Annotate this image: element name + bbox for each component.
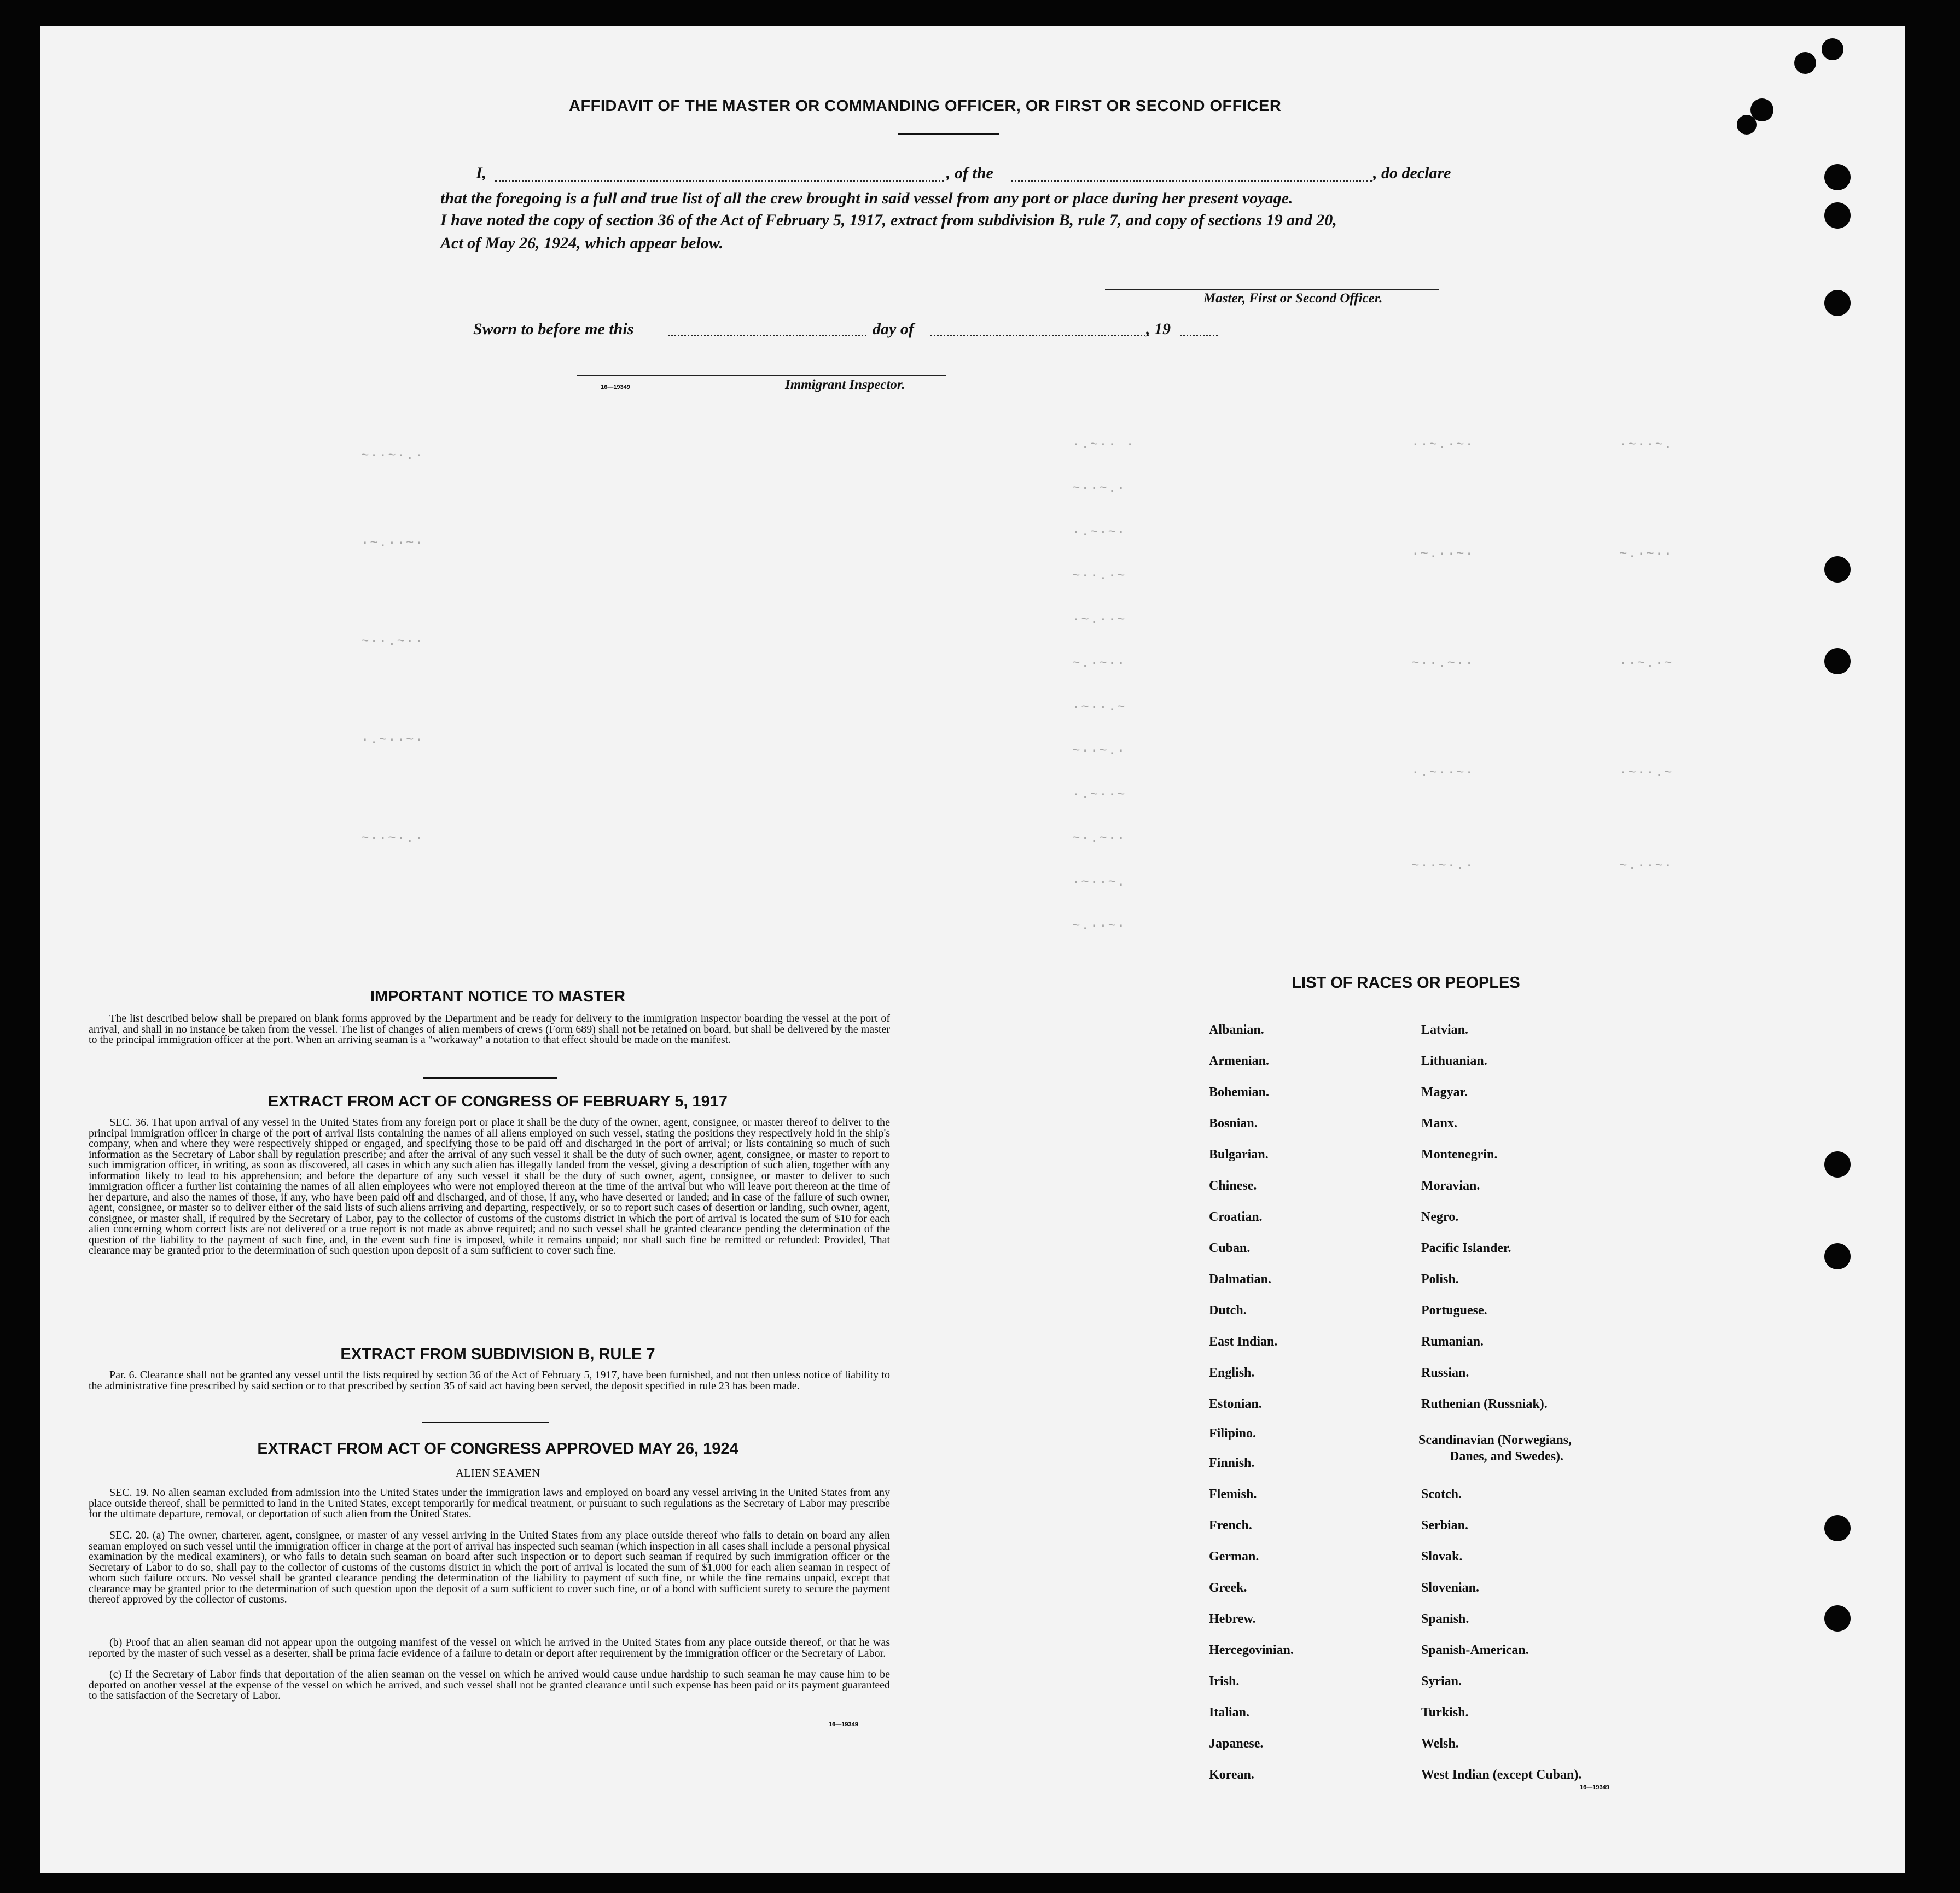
bleed-through-mark: ~··.·~ bbox=[1072, 569, 1126, 584]
race-item: Latvian. bbox=[1421, 1023, 1469, 1037]
bleed-through-mark: ·~··.~ bbox=[1072, 700, 1126, 715]
affidavit-line2: I have noted the copy of section 36 of the Act of February 5, 1917, extract from subdivision B, rule 7, and copy of sections 19 and 20, bbox=[440, 211, 1337, 229]
affidavit-do-declare: , do declare bbox=[1373, 164, 1451, 182]
bleed-through-mark: ~·.~·· bbox=[1072, 831, 1126, 846]
sworn-day-blank[interactable] bbox=[668, 335, 866, 336]
race-item: Hebrew. bbox=[1209, 1612, 1256, 1626]
race-item: Spanish. bbox=[1421, 1612, 1469, 1626]
race-item: Dalmatian. bbox=[1209, 1272, 1271, 1286]
race-item: Greek. bbox=[1209, 1581, 1247, 1595]
bleed-through-mark: ·.~··~· bbox=[361, 733, 424, 748]
bleed-through-mark: ··~.·~· bbox=[1411, 438, 1474, 452]
notice-title: IMPORTANT NOTICE TO MASTER bbox=[370, 988, 626, 1005]
race-item: East Indian. bbox=[1209, 1335, 1278, 1349]
punch-hole bbox=[1824, 648, 1851, 674]
bleed-through-mark: ·~··~. bbox=[1619, 438, 1673, 452]
year-blank[interactable] bbox=[1180, 335, 1218, 336]
race-item: Manx. bbox=[1421, 1116, 1457, 1131]
race-item: Syrian. bbox=[1421, 1674, 1462, 1688]
notice-text: The list described below shall be prepared on blank forms approved by the Department and be ready for delivery to the immigration inspector boarding the vessel at the port of arrival, and shall in no instance be taken from the vessel. The list of changes of alien members of crews (Form 689) shall not be retained on board, but shall be delivered by the master to the principal immigration officer at the port. When an arriving seaman is a "workaway" a notation to that effect should be made on the manifest. bbox=[89, 1012, 890, 1046]
race-item: Polish. bbox=[1421, 1272, 1459, 1286]
inspector-signature-line[interactable] bbox=[577, 375, 946, 376]
race-item: Irish. bbox=[1209, 1674, 1240, 1688]
bleed-through-mark: ~··.~·· bbox=[1411, 656, 1474, 671]
act1924-sec20c: (c) If the Secretary of Labor finds that deportation of the alien seaman on the vessel on which he arrived would cause undue hardship to such seaman he may cause him to be deported on another vessel at the expense of the vessel on which he arrived, and such vessel shall not be granted clearance until such expense has been paid or its payment guaranteed to the satisfaction of the Secretary of Labor. bbox=[89, 1668, 890, 1702]
affidavit-of-the: , of the bbox=[946, 164, 993, 182]
affidavit-line3: Act of May 26, 1924, which appear below. bbox=[440, 234, 724, 252]
race-item: Serbian. bbox=[1421, 1518, 1469, 1533]
bleed-through-mark: ~.·~·· bbox=[1619, 547, 1673, 562]
bleed-through-mark: ·~.··~ bbox=[1072, 613, 1126, 627]
bleed-through-mark: ·~··~. bbox=[1072, 875, 1126, 890]
bleed-through-mark: ~··~·.· bbox=[361, 831, 424, 846]
race-item: Albanian. bbox=[1209, 1023, 1264, 1037]
bleed-through-mark: ·.~·~· bbox=[1072, 525, 1126, 540]
bleed-through-mark: ·~··.~ bbox=[1619, 766, 1673, 781]
punch-hole bbox=[1824, 290, 1851, 316]
punch-hole bbox=[1824, 202, 1851, 229]
bleed-through-mark: ~··~·.· bbox=[1411, 859, 1474, 873]
bleed-through-mark: ~.··~· bbox=[1619, 859, 1673, 873]
form-number-top: 16—19349 bbox=[601, 384, 630, 391]
race-item: Filipino. bbox=[1209, 1426, 1257, 1441]
bleed-through-mark: ~··.~·· bbox=[361, 634, 424, 649]
race-item: German. bbox=[1209, 1550, 1259, 1564]
race-item: Scotch. bbox=[1421, 1487, 1462, 1501]
race-item: Hercegovinian. bbox=[1209, 1643, 1294, 1657]
sworn-text: Sworn to before me this bbox=[473, 320, 634, 338]
form-number-left: 16—19349 bbox=[829, 1721, 858, 1728]
race-item: Slovak. bbox=[1421, 1550, 1463, 1564]
race-item: Korean. bbox=[1209, 1768, 1254, 1782]
section-rule bbox=[422, 1422, 549, 1423]
punch-hole bbox=[1824, 556, 1851, 583]
race-item: Danes, and Swedes). bbox=[1450, 1449, 1564, 1464]
race-item: Bosnian. bbox=[1209, 1116, 1258, 1131]
race-item: Bohemian. bbox=[1209, 1085, 1270, 1099]
act1924-title: EXTRACT FROM ACT OF CONGRESS APPROVED MAY 26, 1924 bbox=[257, 1440, 738, 1458]
sworn-month-blank[interactable] bbox=[930, 335, 1149, 336]
race-item: Ruthenian (Russniak). bbox=[1421, 1397, 1548, 1411]
race-item: Turkish. bbox=[1421, 1705, 1469, 1720]
race-item: Finnish. bbox=[1209, 1456, 1255, 1470]
act1924-sec20a: SEC. 20. (a) The owner, charterer, agent, consignee, or master of any vessel arriving in the United States from any place outside thereof who fails to detain on board any alien seaman employed on such vessel until the immigration officer in charge at the port of arrival has inspected such seaman (which inspection in all cases shall include a personal physical examination by the medical examiners), or who fails to detain such seaman on board after such inspection or to deport such seaman if required by such immigration officer or the Secretary of Labor to do so, shall pay to the collector of customs of the customs district in which the port of arrival is located the sum of $1,000 for each alien seaman in respect of whom such failure occurs. No vessel shall be granted clearance pending the determination of the liability to payment of such fine, or while the fine remains unpaid, except that clearance may be granted prior to the determination of such question upon the deposit of a sum sufficient to cover such fine, or of a bond with sufficient surety to secure the payment thereof approved by the collector of customs. bbox=[89, 1529, 890, 1605]
race-item: Pacific Islander. bbox=[1421, 1241, 1511, 1255]
bleed-through-mark: ~.·~·· bbox=[1072, 656, 1126, 671]
act1917-title: EXTRACT FROM ACT OF CONGRESS OF FEBRUARY 5, 1917 bbox=[267, 1093, 728, 1110]
punch-hole bbox=[1824, 1151, 1851, 1178]
race-item: Scandinavian (Norwegians, bbox=[1418, 1433, 1572, 1447]
race-item: West Indian (except Cuban). bbox=[1421, 1768, 1582, 1782]
race-item: Spanish-American. bbox=[1421, 1643, 1529, 1657]
race-item: Japanese. bbox=[1209, 1737, 1264, 1751]
race-item: Montenegrin. bbox=[1421, 1148, 1498, 1162]
form-number-right: 16—19349 bbox=[1580, 1784, 1609, 1791]
vessel-blank[interactable] bbox=[1011, 180, 1372, 182]
races-title: LIST OF RACES OR PEOPLES bbox=[1292, 974, 1520, 992]
name-blank[interactable] bbox=[495, 180, 944, 182]
race-item: Russian. bbox=[1421, 1366, 1469, 1380]
rule7-title: EXTRACT FROM SUBDIVISION B, RULE 7 bbox=[340, 1346, 655, 1363]
race-item: French. bbox=[1209, 1518, 1252, 1533]
master-signature-line[interactable] bbox=[1105, 289, 1439, 290]
race-item: Italian. bbox=[1209, 1705, 1250, 1720]
race-item: Croatian. bbox=[1209, 1210, 1263, 1224]
affidavit-i: I, bbox=[476, 164, 487, 182]
race-item: Slovenian. bbox=[1421, 1581, 1480, 1595]
punch-hole bbox=[1737, 115, 1757, 135]
bleed-through-mark: ~.··~· bbox=[1072, 919, 1126, 934]
race-item: Negro. bbox=[1421, 1210, 1459, 1224]
affidavit-title: AFFIDAVIT OF THE MASTER OR COMMANDING OFFICER, OR FIRST OR SECOND OFFICER bbox=[569, 97, 1282, 115]
year-text: , 19 bbox=[1146, 320, 1171, 338]
race-item: Bulgarian. bbox=[1209, 1148, 1269, 1162]
race-item: English. bbox=[1209, 1366, 1255, 1380]
punch-hole bbox=[1824, 1605, 1851, 1632]
inspector-caption: Immigrant Inspector. bbox=[785, 377, 905, 392]
rule7-text: Par. 6. Clearance shall not be granted any vessel until the lists required by section 36 of the Act of February 5, 1917, have been furnished, and not then unless notice of liability to the administrative fine prescribed by said section or to that prescribed by section 35 of said act having been served, the deposit specified in rule 23 has been made. bbox=[89, 1369, 890, 1392]
master-caption: Master, First or Second Officer. bbox=[1203, 291, 1383, 306]
bleed-through-mark: ~··~·.· bbox=[361, 449, 424, 463]
day-of-text: day of bbox=[873, 320, 914, 338]
affidavit-line1: that the foregoing is a full and true list of all the crew brought in said vessel from any port or place during her present voyage. bbox=[440, 189, 1293, 207]
section-rule bbox=[423, 1077, 557, 1079]
race-item: Dutch. bbox=[1209, 1303, 1247, 1318]
act1924-sec19: SEC. 19. No alien seaman excluded from admission into the United States under the immigration laws and employed on board any vessel arriving in the United States from any place outside thereof, shall be permitted to land in the United States, except temporarily for medical treatment, or pursuant to such regulations as the Secretary of Labor may prescribe for the ultimate departure, removal, or deportation of such alien from the United States. bbox=[89, 1487, 890, 1520]
bleed-through-mark: ~··~.· bbox=[1072, 744, 1126, 759]
punch-hole bbox=[1824, 1243, 1851, 1269]
punch-hole bbox=[1824, 1515, 1851, 1541]
race-item: Magyar. bbox=[1421, 1085, 1468, 1099]
race-item: Welsh. bbox=[1421, 1737, 1459, 1751]
act1917-text: SEC. 36. That upon arrival of any vessel in the United States from any foreign port or place it shall be the duty of the owner, agent, consignee, or master thereof to deliver to the principal immigration officer in charge of the port of arrival lists containing the names of all aliens employed on such vessel, stating the positions they respectively hold in the ship's company, when and where they were respectively shipped or engaged, and specifying those to be paid off and discharged in the port of arrival; or lists containing so much of such information as the Secretary of Labor shall by regulation prescribe; and after the arrival of any such vessel it shall be the duty of such owner, agent, consignee, or master to report to such immigration officer, in writing, as soon as discovered, all cases in which any such alien has illegally landed from the vessel, giving a description of such alien, together with any information likely to lead to his apprehension; and before the departure of any such vessel it shall be the duty of such owner, agent, consignee, or master to deliver to such immigration officer a further list containing the names of all alien employees who were not employed thereon at the time of the arrival but who will leave port thereon at the time of her departure, and also the names of those, if any, who have been paid off and discharged, and of those, if any, who have deserted or landed; and in case of the failure of such owner, agent, consignee, or master so to deliver either of the said lists of such aliens arriving and departing, respectively, or so to report such cases of desertion or landing, such owner, agent, consignee, or master shall, if required by the Secretary of Labor, pay to the collector of customs of the customs district in which the port of arrival is located the sum of $10 for each alien concerning whom correct lists are not delivered or a true report is not made as above required; and no such vessel shall be granted clearance pending the determination of the question of the liability to the payment of such fine, and, in the event such fine is imposed, while it remains unpaid; nor shall such fine be remitted or refunded: Provided, That clearance may be granted prior to the determination of such question upon deposit of a sum sufficient to cover such fine. bbox=[89, 1116, 890, 1256]
bleed-through-mark: ··~.·~ bbox=[1619, 656, 1673, 671]
bleed-through-mark: ·.~·· · bbox=[1072, 438, 1135, 452]
race-item: Rumanian. bbox=[1421, 1335, 1484, 1349]
bleed-through-mark: ·~.··~· bbox=[361, 536, 424, 551]
act1924-sec20b: (b) Proof that an alien seaman did not appear upon the outgoing manifest of the vessel on which he arrived in the United States from any place outside thereof, or that he was reported by the master of such vessel as a deserter, shall be prima facie evidence of a failure to detain or deport after requirement by the immigration officer or the Secretary of Labor. bbox=[89, 1636, 890, 1659]
punch-hole bbox=[1794, 52, 1816, 74]
punch-hole bbox=[1822, 38, 1843, 60]
bleed-through-mark: ·~.··~· bbox=[1411, 547, 1474, 562]
title-rule bbox=[898, 133, 999, 135]
punch-hole bbox=[1824, 164, 1851, 190]
race-item: Portuguese. bbox=[1421, 1303, 1487, 1318]
bleed-through-mark: ·.~··~ bbox=[1072, 788, 1126, 802]
race-item: Flemish. bbox=[1209, 1487, 1257, 1501]
race-item: Lithuanian. bbox=[1421, 1054, 1487, 1068]
race-item: Estonian. bbox=[1209, 1397, 1262, 1411]
race-item: Chinese. bbox=[1209, 1179, 1257, 1193]
bleed-through-mark: ·.~··~· bbox=[1411, 766, 1474, 781]
act1924-subtitle: ALIEN SEAMEN bbox=[455, 1466, 540, 1480]
race-item: Armenian. bbox=[1209, 1054, 1269, 1068]
bleed-through-mark: ~··~.· bbox=[1072, 481, 1126, 496]
race-item: Cuban. bbox=[1209, 1241, 1251, 1255]
race-item: Moravian. bbox=[1421, 1179, 1480, 1193]
